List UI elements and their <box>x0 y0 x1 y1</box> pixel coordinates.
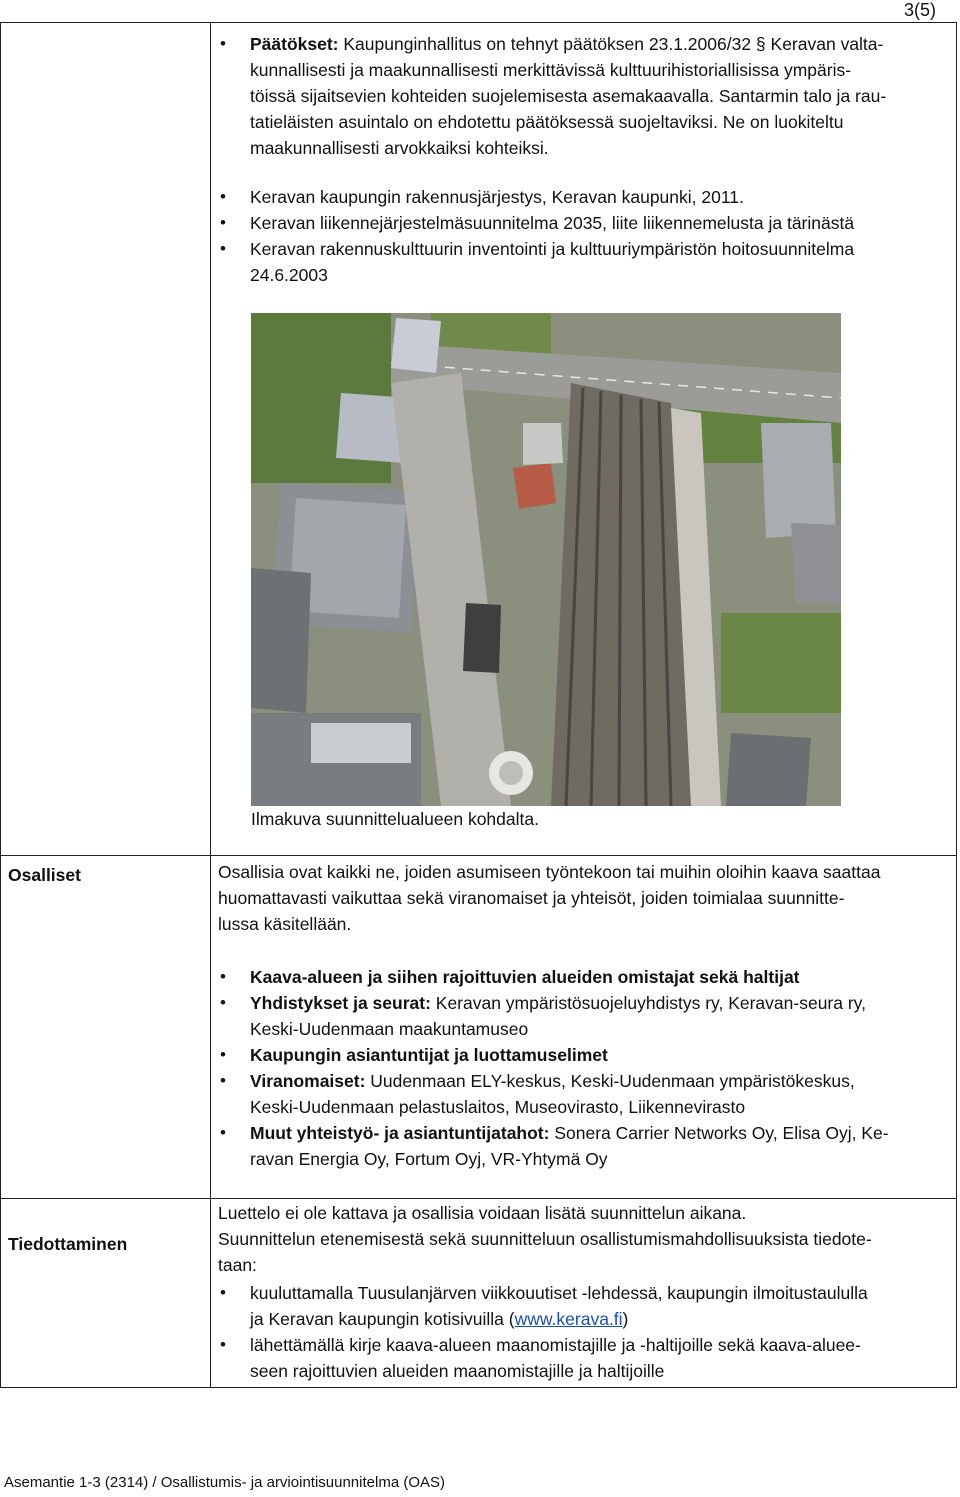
item-heading: Kaupungin asiantuntijat ja luottamuselimet <box>250 1045 608 1065</box>
intro-line: Suunnittelun etenemisestä sekä suunnitteluun osallistumismahdollisuuksista tiedote- <box>218 1229 872 1249</box>
decision-line: maakunnallisesti arvokkaiksi kohteiksi. <box>250 138 549 158</box>
item-text: Uudenmaan ELY-keskus, Keski-Uudenmaan ympäristökeskus, <box>365 1071 855 1091</box>
tiedottaminen-label: Tiedottaminen <box>8 1234 128 1254</box>
item-heading: Yhdistykset ja seurat: <box>250 993 431 1013</box>
item-text: lähettämällä kirje kaava-alueen maanomistajille ja -haltijoille sekä kaava-aluee- <box>250 1335 861 1355</box>
page-footer: Asemantie 1-3 (2314) / Osallistumis- ja arviointisuunnitelma (OAS) <box>4 1474 445 1491</box>
item-heading: Kaava-alueen ja siihen rajoittuvien alueiden omistajat sekä haltijat <box>250 967 800 987</box>
photo-caption: Ilmakuva suunnittelualueen kohdalta. <box>251 809 539 829</box>
item-text: ravan Energia Oy, Fortum Oyj, VR-Yhtymä Oy <box>250 1149 608 1169</box>
reference-date: 24.6.2003 <box>250 265 328 285</box>
osalliset-list <box>218 964 943 1172</box>
item-text: Keravan ympäristösuojeluyhdistys ry, Keravan-seura ry, <box>430 993 866 1013</box>
decision-line: töissä sijaitsevien kohteiden suojelemisesta asemakaavalla. Santarmin talo ja rau- <box>250 86 887 106</box>
row-divider-tiedottaminen <box>0 1198 957 1199</box>
row-divider-osalliset <box>0 855 957 856</box>
page-number: 3(5) <box>903 0 936 20</box>
tiedottaminen-intro <box>218 1226 943 1278</box>
decision-label: Päätökset: <box>250 34 339 54</box>
osalliset-closing: Luettelo ei ole kattava ja osallisia voidaan lisätä suunnittelun aikana. <box>218 1203 747 1223</box>
decision-line: tatieläisten asuintalo on ehdotettu päätöksessä suojeltaviksi. Ne on luokiteltu <box>250 112 844 132</box>
item-heading: Muut yhteistyö- ja asiantuntijatahot: <box>250 1123 550 1143</box>
osalliset-intro <box>218 859 943 937</box>
decision-block <box>218 31 943 161</box>
intro-line: Osallisia ovat kaikki ne, joiden asumiseen työntekoon tai muihin oloihin kaava saattaa <box>218 862 881 882</box>
intro-line: taan: <box>218 1255 257 1275</box>
reference-text: Keravan rakennuskulttuurin inventointi ja kulttuuriympäristön hoitosuunnitelma <box>250 239 855 259</box>
reference-item: • Keravan kaupungin rakennusjärjestys, Keravan kaupunki, 2011. <box>218 184 943 210</box>
intro-line: lussa käsitellään. <box>218 914 352 934</box>
item-text: Sonera Carrier Networks Oy, Elisa Oyj, Ke- <box>549 1123 889 1143</box>
list-item <box>218 964 943 990</box>
references-list <box>218 184 943 288</box>
item-text: seen rajoittuvien alueiden maanomistajille ja haltijoille <box>250 1361 665 1381</box>
list-item <box>218 1042 943 1068</box>
item-heading: Viranomaiset: <box>250 1071 366 1091</box>
tiedottaminen-list <box>218 1280 943 1384</box>
list-item <box>218 1332 943 1384</box>
intro-line: huomattavasti vaikuttaa sekä viranomaiset ja yhteisöt, joiden toimialaa suunnitte- <box>218 888 845 908</box>
item-text: Keski-Uudenmaan maakuntamuseo <box>250 1019 529 1039</box>
list-item <box>218 1068 943 1120</box>
item-text: Keski-Uudenmaan pelastuslaitos, Museovirasto, Liikennevirasto <box>250 1097 746 1117</box>
decision-line: kunnallisesti ja maakunnallisesti merkittävissä kulttuurihistoriallisissa ympäris- <box>250 60 852 80</box>
kerava-website-link[interactable]: www.kerava.fi <box>514 1309 623 1329</box>
aerial-photo <box>251 313 841 806</box>
decision-text: Kaupunginhallitus on tehnyt päätöksen 23.1.2006/32 § Keravan valta- <box>338 34 884 54</box>
list-item <box>218 1280 943 1332</box>
reference-item <box>218 236 943 288</box>
item-text: ja Keravan kaupungin kotisivuilla ( <box>250 1309 515 1329</box>
list-item <box>218 1120 943 1172</box>
decision-item <box>218 31 943 161</box>
item-text: ) <box>622 1309 629 1329</box>
list-item <box>218 990 943 1042</box>
item-text: kuuluttamalla Tuusulanjärven viikkouutiset -lehdessä, kaupungin ilmoitustaululla <box>250 1283 868 1303</box>
reference-item: • Keravan liikennejärjestelmäsuunnitelma 2035, liite liikennemelusta ja tärinästä <box>218 210 943 236</box>
osalliset-label: Osalliset <box>8 865 81 885</box>
column-divider <box>210 22 211 1388</box>
